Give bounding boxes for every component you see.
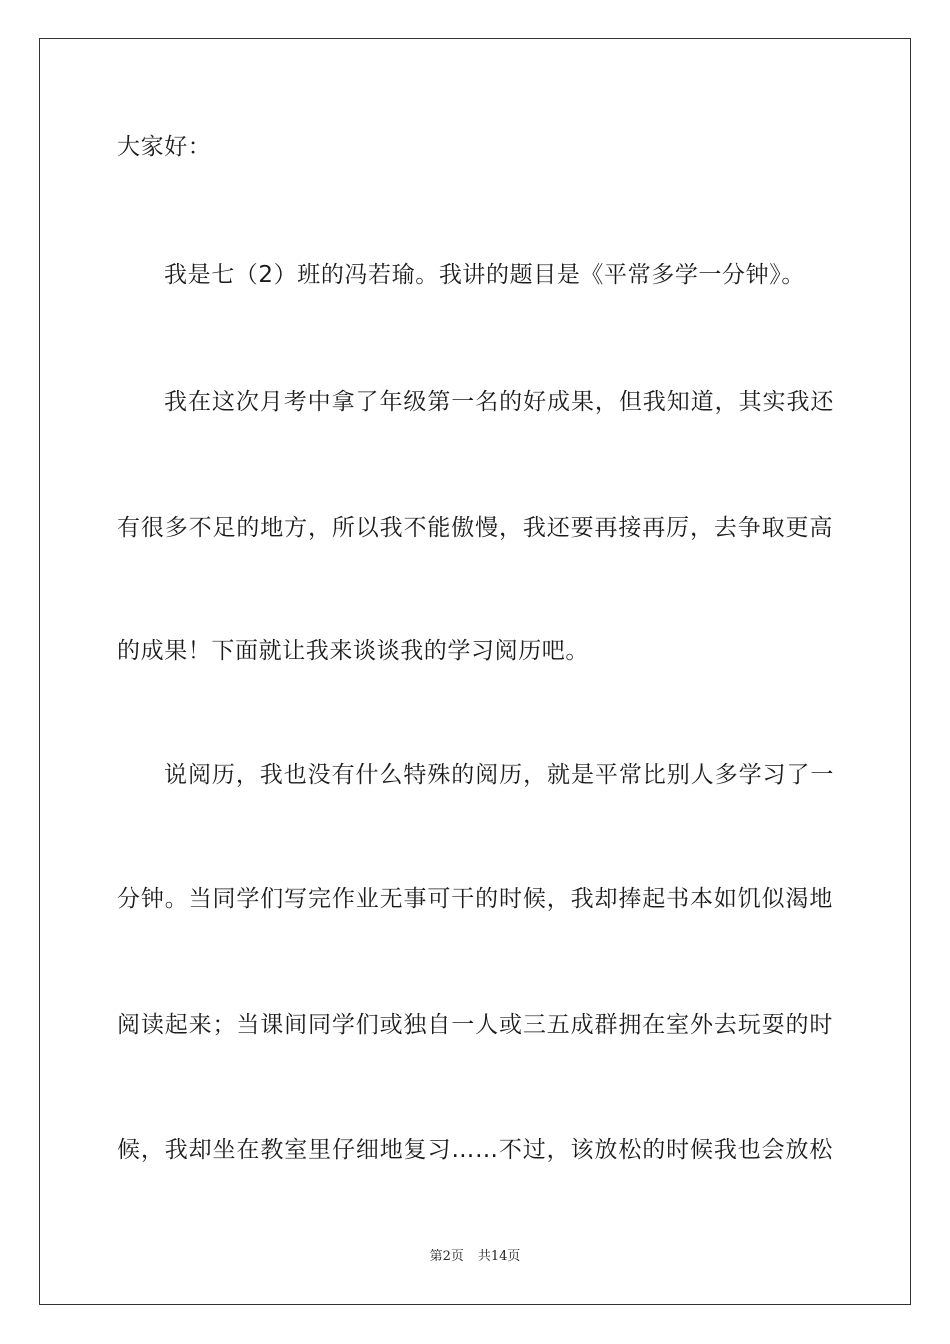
paragraph-line: 我是七（2）班的冯若瑜。我讲的题目是《平常多学一分钟》。 [164,262,805,288]
page-border [39,38,911,1305]
paragraph-line: 我在这次月考中拿了年级第一名的好成果，但我知道，其实我还 [164,389,834,415]
paragraph-line: 说阅历，我也没有什么特殊的阅历，就是平常比别人多学习了一 [164,762,834,788]
page-total: 共14页 [477,1249,521,1264]
paragraph-line: 分钟。当同学们写完作业无事可干的时候，我却捧起书本如饥似渴地 [117,886,833,912]
paragraph-line: 候，我却坐在教室里仔细地复习……不过，该放松的时候我也会放松 [117,1137,833,1163]
paragraph-line: 有很多不足的地方，所以我不能傲慢，我还要再接再厉，去争取更高 [117,515,833,541]
paragraph-line: 的成果！下面就让我来谈谈我的学习阅历吧。 [117,638,589,664]
salutation-line: 大家好： [117,134,212,160]
page-number: 第2页 [429,1249,464,1264]
page-footer [0,1248,950,1266]
paragraph-line: 阅读起来；当课间同学们或独自一人或三五成群拥在室外去玩耍的时 [117,1012,833,1038]
